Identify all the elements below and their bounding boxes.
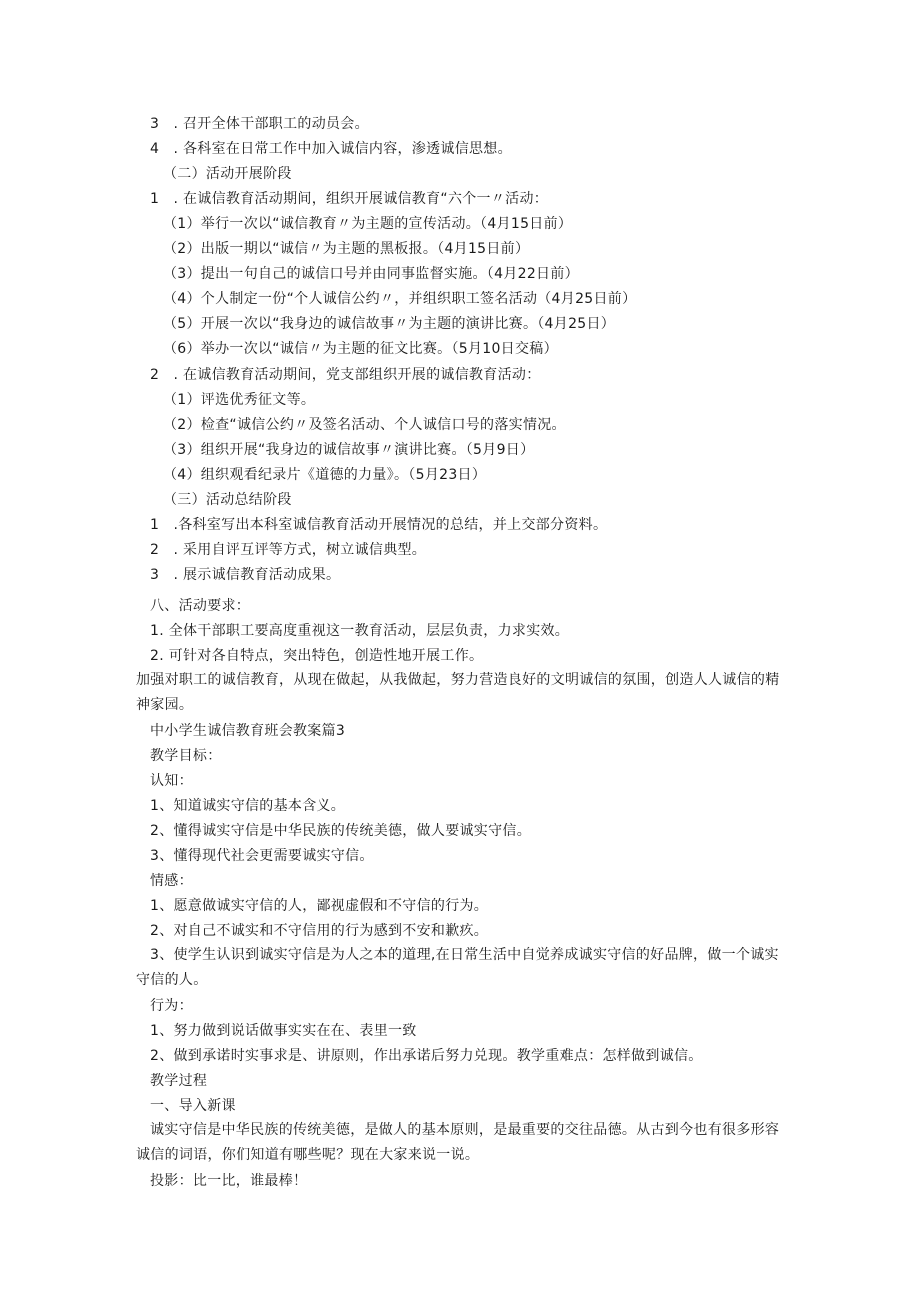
section-heading: 教学目标： bbox=[150, 748, 222, 764]
list-item: （2）检查“诚信公约〃及签名活动、个人诚信口号的落实情况。 bbox=[163, 417, 566, 433]
list-item: 3 . 展示诚信教育活动成果。 bbox=[150, 567, 341, 583]
list-item: 4 . 各科室在日常工作中加入诚信内容，渗透诚信思想。 bbox=[150, 141, 512, 157]
list-item: 1. 全体干部职工要高度重视这一教育活动，层层负责，力求实效。 bbox=[150, 623, 570, 639]
list-item: 2、做到承诺时实事求是、讲原则，作出承诺后努力兑现。教学重难点：怎样做到诚信。 bbox=[150, 1048, 703, 1064]
section-heading: （三）活动总结阶段 bbox=[163, 492, 292, 508]
list-item: 2、对自己不诚实和不守信用的行为感到不安和歉疚。 bbox=[150, 923, 489, 939]
list-item: 3、懂得现代社会更需要诚实守信。 bbox=[150, 848, 374, 864]
list-item: 2 . 采用自评互评等方式，树立诚信典型。 bbox=[150, 542, 427, 558]
list-item: （2）出版一期以“诚信〃为主题的黑板报。（4月15日前） bbox=[163, 241, 530, 257]
section-heading: 行为： bbox=[150, 998, 193, 1014]
list-item: （1）评选优秀征文等。 bbox=[163, 392, 316, 408]
paragraph: 加强对职工的诚信教育，从现在做起，从我做起，努力营造良好的文明诚信的氛围，创造人人诚信的精神家园。 bbox=[136, 672, 780, 713]
list-item: 1、努力做到说话做事实实在在、表里一致 bbox=[150, 1023, 417, 1039]
list-item: （5）开展一次以“我身边的诚信故事〃为主题的演讲比赛。（4月25日） bbox=[163, 316, 616, 332]
list-item: （4）组织观看纪录片《道德的力量》。（5月23日） bbox=[163, 467, 487, 483]
list-item: （4）个人制定一份“个人诚信公约〃，并组织职工签名活动（4月25日前） bbox=[163, 291, 637, 307]
list-item: （1）举行一次以“诚信教育〃为主题的宣传活动。（4月15日前） bbox=[163, 216, 573, 232]
section-heading: 情感： bbox=[150, 873, 193, 889]
list-item: 2 . 在诚信教育活动期间，党支部组织开展的诚信教育活动： bbox=[150, 367, 541, 383]
list-item: 1 . 在诚信教育活动期间，组织开展诚信教育“六个一〃活动： bbox=[150, 191, 549, 207]
section-heading: 八、活动要求： bbox=[150, 598, 251, 614]
list-item: 1、知道诚实守信的基本含义。 bbox=[150, 798, 346, 814]
list-item: （6）举办一次以“诚信〃为主题的征文比赛。（5月10日交稿） bbox=[163, 341, 558, 357]
list-item: 3 . 召开全体干部职工的动员会。 bbox=[150, 116, 369, 132]
article-title: 中小学生诚信教育班会教案篇3 bbox=[150, 723, 346, 739]
section-heading: （二）活动开展阶段 bbox=[163, 166, 292, 182]
section-heading: 认知： bbox=[150, 773, 193, 789]
list-item: （3）组织开展“我身边的诚信故事〃演讲比赛。（5月9日） bbox=[163, 442, 535, 458]
paragraph: 3、使学生认识到诚实守信是为人之本的道理,在日常生活中自觉养成诚实守信的好品牌，做一个诚实守信的人。 bbox=[136, 947, 779, 988]
list-item: 1、愿意做诚实守信的人，鄙视虚假和不守信的行为。 bbox=[150, 898, 489, 914]
section-heading: 一、导入新课 bbox=[150, 1098, 236, 1114]
list-item: 1 .各科室写出本科室诚信教育活动开展情况的总结，并上交部分资料。 bbox=[150, 517, 608, 533]
list-item: （3）提出一句自己的诚信口号并由同事监督实施。（4月22日前） bbox=[163, 266, 579, 282]
list-item: 2. 可针对各自特点，突出特色，创造性地开展工作。 bbox=[150, 648, 484, 664]
paragraph: 投影：比一比，谁最棒！ bbox=[150, 1173, 308, 1189]
section-heading: 教学过程 bbox=[150, 1073, 208, 1089]
list-item: 2、懂得诚实守信是中华民族的传统美德，做人要诚实守信。 bbox=[150, 823, 532, 839]
paragraph: 诚实守信是中华民族的传统美德，是做人的基本原则，是最重要的交往品德。从古到今也有很多形容诚信的词语，你们知道有哪些呢？现在大家来说一说。 bbox=[136, 1122, 780, 1163]
